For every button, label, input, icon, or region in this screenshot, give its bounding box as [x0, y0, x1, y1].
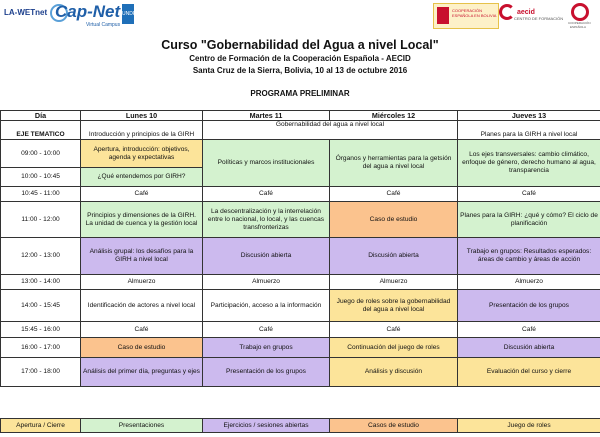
- session-cell: Café: [458, 187, 600, 202]
- session-cell: Trabajo en grupos: [203, 338, 330, 358]
- session-cell: Identificación de actores a nivel local: [81, 290, 203, 322]
- legend-presentaciones: Presentaciones: [81, 419, 203, 433]
- cooperacion-circle-icon: [571, 3, 589, 21]
- session-cell: Caso de estudio: [81, 338, 203, 358]
- table-row: [1, 187, 600, 202]
- cooperacion-logo-text: COOPERACIÓN ESPAÑOLA: [568, 21, 591, 29]
- session-cell: Análisis y discusión: [330, 358, 458, 387]
- time-cell: 15:45 - 16:00: [1, 322, 81, 338]
- session-cell: Políticas y marcos institucionales: [203, 140, 330, 187]
- header-martes: Martes 11: [203, 111, 330, 121]
- lawetnet-logo: LA-WETnet: [4, 8, 48, 17]
- time-cell: 09:00 - 10:00: [1, 140, 81, 168]
- session-cell: Discusión abierta: [203, 238, 330, 275]
- legend-roles: Juego de roles: [458, 419, 600, 433]
- session-cell: Discusión abierta: [330, 238, 458, 275]
- cooperacion-logo: [568, 3, 591, 29]
- session-cell: Presentación de los grupos: [203, 358, 330, 387]
- session-cell: Café: [330, 322, 458, 338]
- session-cell: Análisis grupal: los desafíos para la GIRH a nivel local: [81, 238, 203, 275]
- session-cell: Principios y dimensiones de la GIRH. La unidad de cuenca y la gestión local: [81, 202, 203, 238]
- time-cell: 10:00 - 10:45: [1, 168, 81, 187]
- capnet-logo: Cap-Net: [55, 2, 121, 21]
- eje-lunes: Introducción y principios de la GIRH: [81, 121, 203, 140]
- program-heading: PROGRAMA PRELIMINAR: [250, 89, 350, 98]
- session-cell: Evaluación del curso y cierre: [458, 358, 600, 387]
- session-cell: Almuerzo: [203, 275, 330, 290]
- session-cell: Apertura, introducción: objetivos, agenda y expectativas: [81, 140, 203, 168]
- course-subtitle: Centro de Formación de la Cooperación Española - AECID: [189, 54, 411, 63]
- time-cell: 12:00 - 13:00: [1, 238, 81, 275]
- time-cell: 10:45 - 11:00: [1, 187, 81, 202]
- coat-of-arms-icon: [437, 7, 449, 24]
- table-row: [1, 358, 600, 387]
- capnet-subtitle: Virtual Campus: [86, 22, 121, 28]
- logo-bar: [0, 0, 600, 34]
- session-cell: Juego de roles sobre la gobernabilidad del agua a nivel local: [330, 290, 458, 322]
- header-lunes: Lunes 10: [81, 111, 203, 121]
- legend-apertura: Apertura / Cierre: [1, 419, 81, 433]
- eje-tematico-row: [1, 121, 600, 140]
- schedule-table: [0, 110, 600, 387]
- session-cell: Caso de estudio: [330, 202, 458, 238]
- table-row: [1, 202, 600, 238]
- session-cell: Órganos y herramientas para la getsión del agua a nivel local: [330, 140, 458, 187]
- session-cell: Participación, acceso a la información: [203, 290, 330, 322]
- legend-table: [0, 418, 600, 433]
- table-row: [1, 238, 600, 275]
- table-row: [1, 140, 600, 168]
- session-cell: Almuerzo: [458, 275, 600, 290]
- session-cell: Café: [81, 187, 203, 202]
- session-cell: Almuerzo: [330, 275, 458, 290]
- eje-label: EJE TEMATICO: [1, 121, 81, 140]
- header-day: Día: [1, 111, 81, 121]
- legend-row: [1, 419, 600, 433]
- time-cell: 16:00 - 17:00: [1, 338, 81, 358]
- course-place-dates: Santa Cruz de la Sierra, Bolivia, 10 al 13 de octubre 2016: [192, 66, 408, 75]
- session-cell: Análisis del primer día, preguntas y ejes: [81, 358, 203, 387]
- session-cell: Los ejes transversales: cambio climático, enfoque de género, derecho humano al agua, transparencia: [458, 140, 600, 187]
- session-cell: ¿Qué entendemos por GIRH?: [81, 168, 203, 187]
- gobierno-espana-logo: [433, 3, 499, 29]
- time-cell: 14:00 - 15:45: [1, 290, 81, 322]
- table-row: [1, 275, 600, 290]
- table-row: [1, 290, 600, 322]
- eje-jueves: Planes para la GIRH a nivel local: [458, 121, 600, 140]
- table-row: [1, 338, 600, 358]
- session-cell: Continuación del juego de roles: [330, 338, 458, 358]
- session-cell: Presentación de los grupos: [458, 290, 600, 322]
- session-cell: Almuerzo: [81, 275, 203, 290]
- session-cell: Café: [81, 322, 203, 338]
- time-cell: 17:00 - 18:00: [1, 358, 81, 387]
- table-row: [1, 322, 600, 338]
- gobierno-logo-text: COOPERACIÓN ESPAÑOLA EN BOLIVIA: [452, 8, 497, 18]
- session-cell: Planes para la GIRH: ¿qué y cómo? El ciclo de planificación: [458, 202, 600, 238]
- session-cell: Café: [203, 187, 330, 202]
- session-cell: Trabajo en grupos: Resultados esperados: áreas de cambio y áreas de acción: [458, 238, 600, 275]
- aecid-circle-icon: [499, 4, 515, 20]
- session-cell: La descentralización y la interrelación entre lo nacional, lo local, y las cuencas transfronterizas: [203, 202, 330, 238]
- time-cell: 13:00 - 14:00: [1, 275, 81, 290]
- aecid-logo-text: aecid: [517, 8, 535, 16]
- legend-casos: Casos de estudio: [330, 419, 458, 433]
- undp-logo: UNDP: [122, 4, 134, 24]
- eje-martes-miercoles: Gobernabilidad del agua a nivel local: [203, 121, 458, 140]
- time-cell: 11:00 - 12:00: [1, 202, 81, 238]
- session-cell: Café: [458, 322, 600, 338]
- session-cell: Discusión abierta: [458, 338, 600, 358]
- legend-ejercicios: Ejercicios / sesiones abiertas: [203, 419, 330, 433]
- course-title: Curso "Gobernabilidad del Agua a nivel Local": [161, 38, 439, 52]
- header-jueves: Jueves 13: [458, 111, 600, 121]
- session-cell: Café: [330, 187, 458, 202]
- aecid-subtitle: CENTRO DE FORMACIÓN: [514, 16, 564, 21]
- session-cell: Café: [203, 322, 330, 338]
- header-miercoles: Miércoles 12: [330, 111, 458, 121]
- table-header-row: [1, 111, 600, 121]
